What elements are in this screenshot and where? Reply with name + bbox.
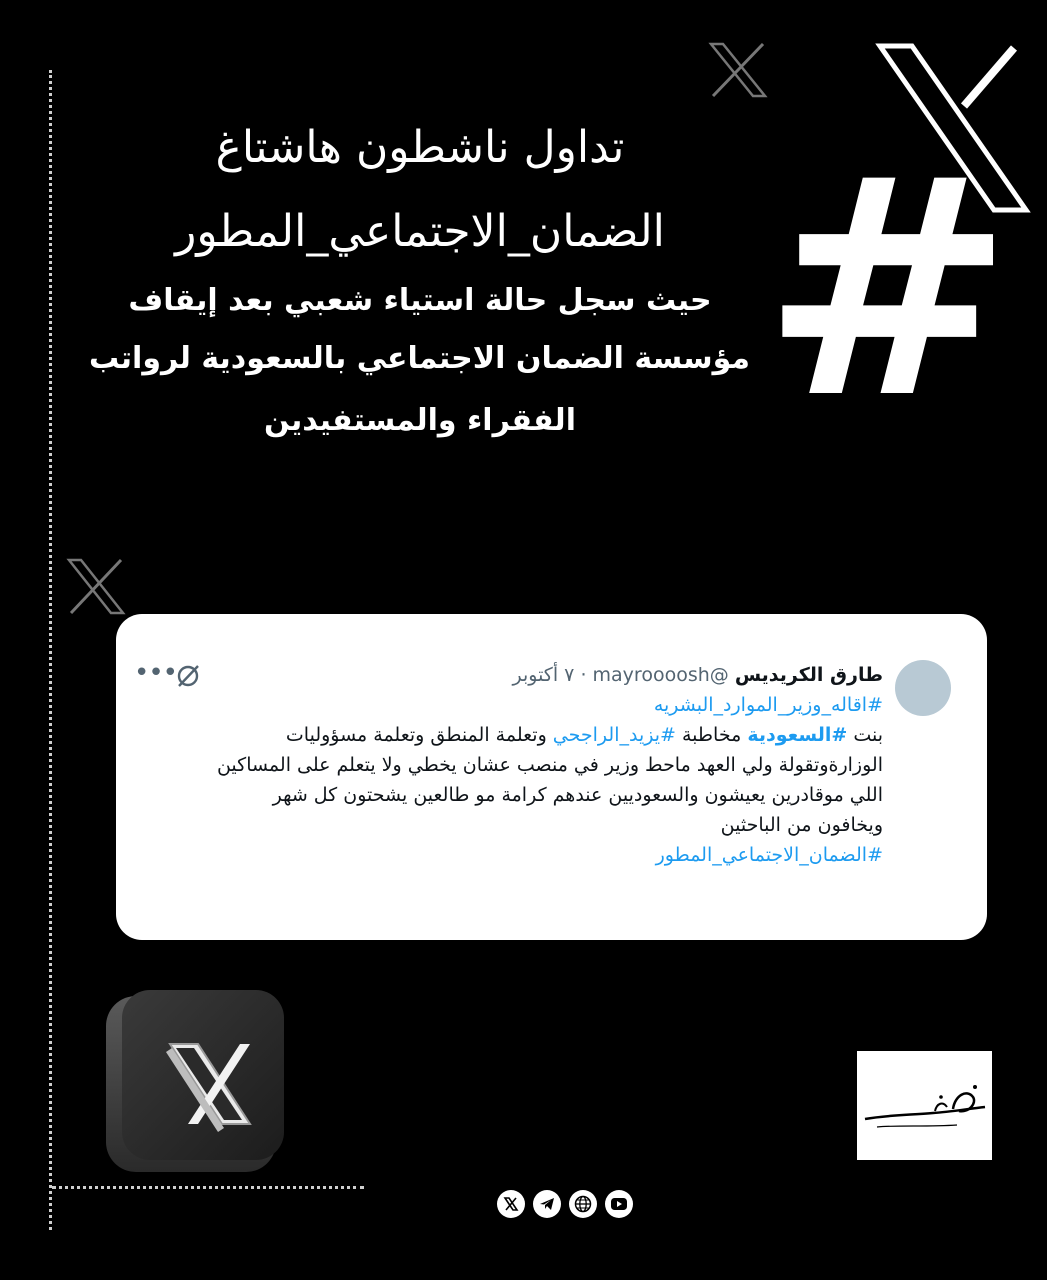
x-logo-small-icon xyxy=(708,42,768,98)
subheadline-line-2: مؤسسة الضمان الاجتماعي بالسعودية لرواتب xyxy=(89,341,750,376)
author-name[interactable]: طارق الكريديس xyxy=(734,664,883,686)
tweet-text: وتعلمة المنطق وتعلمة مسؤوليات xyxy=(285,724,547,746)
avatar[interactable] xyxy=(895,660,951,716)
brand-logo xyxy=(857,1051,992,1160)
tweet-text: مخاطبة xyxy=(681,724,742,746)
globe-icon[interactable] xyxy=(569,1190,597,1218)
tweet-text-line: اللي موقادرين يعيشون والسعوديين عندهم كرامة مو طالعين يشحتون كل شهر xyxy=(272,784,883,806)
tweet-card[interactable] xyxy=(116,614,987,940)
signature-logo-icon xyxy=(857,1051,992,1160)
tweet-text-line: ويخافون من الباحثين xyxy=(720,814,883,836)
hashtag-link[interactable]: #اقاله_وزير_الموارد_البشريه xyxy=(653,694,883,716)
hashtag-link[interactable]: #الضمان_الاجتماعي_المطور xyxy=(655,844,883,866)
hashtag-link[interactable]: #يزيد_الراجحي xyxy=(552,724,676,746)
tweet-header xyxy=(123,660,883,690)
separator-dot: · xyxy=(580,664,587,686)
telegram-icon[interactable] xyxy=(533,1190,561,1218)
more-options-icon[interactable]: ••• xyxy=(134,658,178,688)
tweet-text: بنت xyxy=(853,724,883,746)
x-logo-small-icon xyxy=(66,558,126,615)
headline-line-2: الضمان_الاجتماعي_المطور xyxy=(175,206,665,257)
tweet-date[interactable]: ٧ أكتوبر xyxy=(512,664,575,686)
subheadline-line-1: حيث سجل حالة استياء شعبي بعد إيقاف xyxy=(128,283,712,318)
hashtag-link[interactable]: #السعودية xyxy=(747,724,848,746)
dotted-horizontal-line xyxy=(52,1186,364,1189)
author-handle[interactable]: @mayroooosh xyxy=(592,664,729,686)
tweet-text-line: الوزارةوتقولة ولي العهد ماحط وزير في منصب عشان يخطي ولا يتعلم على المساكين xyxy=(216,754,883,776)
dotted-vertical-line xyxy=(49,70,52,1230)
x-app-logo-icon xyxy=(100,988,290,1180)
tweet-text-line xyxy=(123,720,883,750)
subheadline-line-3: الفقراء والمستفيدين xyxy=(264,403,576,438)
youtube-icon[interactable] xyxy=(605,1190,633,1218)
hashtag-icon: # xyxy=(762,115,1014,464)
headline-line-1: تداول ناشطون هاشتاغ xyxy=(215,122,625,173)
tweet-body xyxy=(123,660,883,870)
x-icon[interactable] xyxy=(497,1190,525,1218)
